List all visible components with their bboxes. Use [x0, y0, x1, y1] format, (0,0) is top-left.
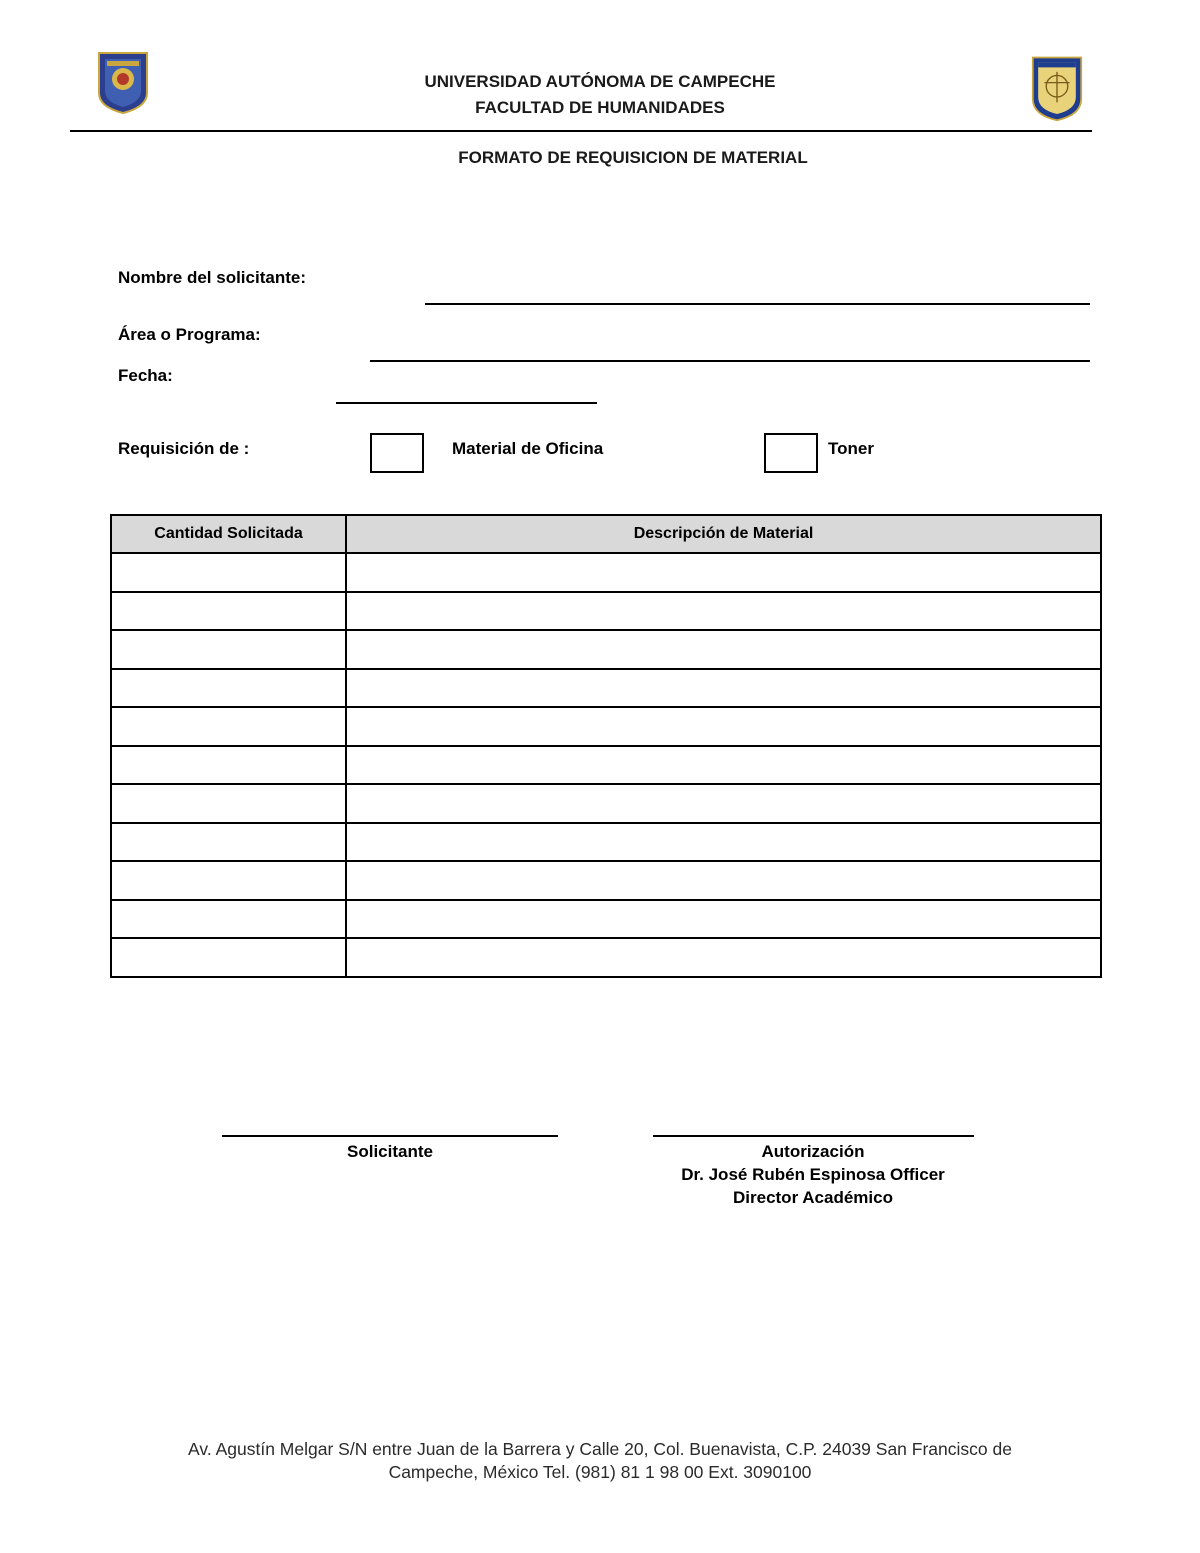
header-divider [70, 130, 1092, 132]
quantity-cell[interactable] [111, 592, 346, 631]
description-cell[interactable] [346, 669, 1101, 708]
authorization-label: Autorización [761, 1142, 865, 1161]
date-field[interactable] [336, 402, 597, 404]
table-row [111, 784, 1101, 823]
description-cell[interactable] [346, 784, 1101, 823]
quantity-cell[interactable] [111, 630, 346, 669]
quantity-cell[interactable] [111, 861, 346, 900]
quantity-header: Cantidad Solicitada [111, 515, 346, 553]
faculty-crest-icon [1031, 50, 1083, 126]
description-header: Descripción de Material [346, 515, 1101, 553]
quantity-cell[interactable] [111, 784, 346, 823]
date-label: Fecha: [118, 366, 173, 385]
office-material-checkbox[interactable] [370, 433, 424, 473]
quantity-cell[interactable] [111, 553, 346, 592]
requester-label: Solicitante [347, 1142, 433, 1161]
footer-line-2: Campeche, México Tel. (981) 81 1 98 00 Ext. 3090100 [388, 1462, 812, 1482]
quantity-cell[interactable] [111, 669, 346, 708]
quantity-cell[interactable] [111, 900, 346, 939]
name-label: Nombre del solicitante: [118, 268, 306, 287]
toner-label: Toner [828, 439, 874, 458]
description-cell[interactable] [346, 861, 1101, 900]
area-label: Área o Programa: [118, 325, 261, 344]
area-field[interactable] [370, 360, 1090, 362]
material-table [110, 514, 1102, 978]
table-row [111, 707, 1101, 746]
faculty-name: FACULTAD DE HUMANIDADES [475, 98, 725, 117]
name-field[interactable] [425, 303, 1090, 305]
table-header-row [111, 515, 1101, 553]
table-row [111, 823, 1101, 862]
footer-address [100, 1438, 1100, 1484]
description-cell[interactable] [346, 823, 1101, 862]
toner-checkbox[interactable] [764, 433, 818, 473]
table-row [111, 900, 1101, 939]
quantity-cell[interactable] [111, 746, 346, 785]
authorization-signature-line[interactable] [653, 1135, 974, 1137]
table-row [111, 592, 1101, 631]
table-row [111, 630, 1101, 669]
university-name: UNIVERSIDAD AUTÓNOMA DE CAMPECHE [424, 72, 776, 91]
description-cell[interactable] [346, 900, 1101, 939]
office-material-label: Material de Oficina [452, 439, 604, 458]
table-row [111, 861, 1101, 900]
table-row [111, 553, 1101, 592]
table-row [111, 669, 1101, 708]
description-cell[interactable] [346, 938, 1101, 977]
description-cell[interactable] [346, 630, 1101, 669]
quantity-cell[interactable] [111, 938, 346, 977]
form-title: FORMATO DE REQUISICION DE MATERIAL [458, 148, 808, 167]
requisition-label: Requisición de : [118, 439, 250, 458]
authorizer-name: Dr. José Rubén Espinosa Officer [681, 1165, 945, 1184]
footer-line-1: Av. Agustín Melgar S/N entre Juan de la Barrera y Calle 20, Col. Buenavista, C.P. 24039 San Francisco de [188, 1439, 1012, 1459]
description-cell[interactable] [346, 707, 1101, 746]
quantity-cell[interactable] [111, 707, 346, 746]
university-crest-icon [97, 49, 149, 115]
authorizer-title: Director Académico [733, 1188, 893, 1207]
table-row [111, 746, 1101, 785]
description-cell[interactable] [346, 592, 1101, 631]
requester-signature-line[interactable] [222, 1135, 558, 1137]
table-row [111, 938, 1101, 977]
quantity-cell[interactable] [111, 823, 346, 862]
description-cell[interactable] [346, 746, 1101, 785]
description-cell[interactable] [346, 553, 1101, 592]
